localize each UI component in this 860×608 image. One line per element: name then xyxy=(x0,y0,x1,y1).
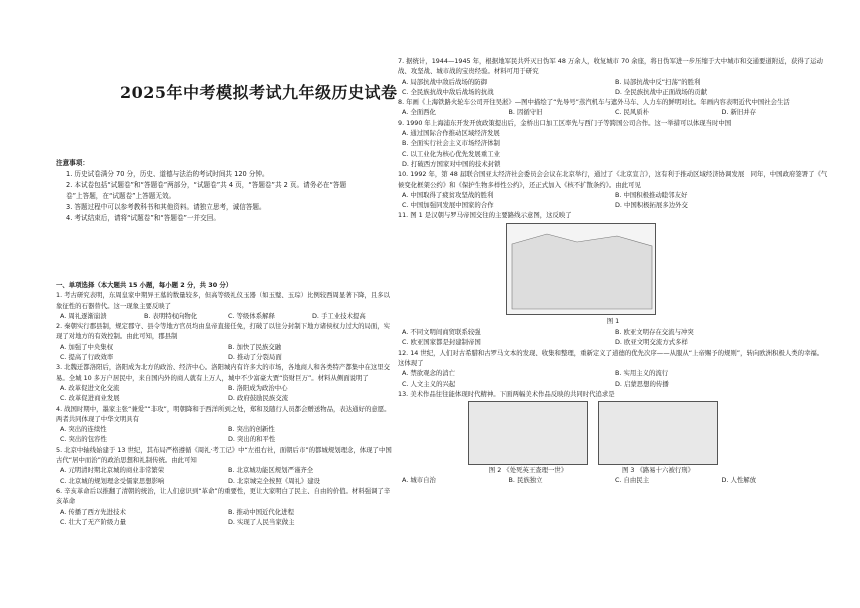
question-stem: 4. 战国时期中，墨家主张“兼爱”“非攻”，明朝降和于西洋所到之处，郑和及随行人员都会赠送物品，表达通好的意愿。两者共同体现了中华文明具有 xyxy=(56,404,391,423)
answer-option: C. 提高了行政效率 xyxy=(60,353,114,362)
answer-option: C. 壮大了无产阶级力量 xyxy=(60,517,127,526)
answer-option: C. 北京城的规划理念受儒家思想影响 xyxy=(60,476,165,485)
answer-options xyxy=(402,327,828,348)
answer-option: A. 突出的连续性 xyxy=(60,425,107,434)
right-question-column xyxy=(398,56,828,486)
answer-option: A. 城市自治 xyxy=(402,476,436,485)
answer-option: C. 自由民主 xyxy=(615,476,650,485)
answer-option: D. 政府鼓励民族交流 xyxy=(228,394,289,403)
answer-option: D. 推动了分裂局面 xyxy=(228,353,282,362)
notice-item: 3. 答题过程中可以参考教科书和其他资料。请独立思考，诚信答题。 xyxy=(66,203,266,211)
answer-option: A. 局部抗战中敌后战场的防御 xyxy=(402,77,488,86)
answer-option: D. 人性解放 xyxy=(721,476,757,485)
answer-option: A. 改革促进文化交流 xyxy=(60,383,120,392)
question xyxy=(56,321,396,362)
answer-options xyxy=(402,368,828,389)
answer-option: B. 欧亚文明存在交流与冲突 xyxy=(615,328,694,337)
artwork-image xyxy=(468,401,588,465)
question-stem: 9. 1990 年上海浦东开发开放政策提出后，金桥出口加工区率先与西门子等跨国公司合作。这一举措可以体现当时中国 xyxy=(398,118,732,127)
figure-captions xyxy=(468,465,828,475)
question xyxy=(56,362,396,403)
answer-option: B. 民族独立 xyxy=(508,476,543,485)
answer-option: B. 突出的创新性 xyxy=(228,425,275,434)
answer-option: C. 中国加强同发展中国家的合作 xyxy=(402,201,494,210)
answer-option: A. 传播了西方先进技术 xyxy=(60,507,126,516)
answer-option: C. 欧亚国家都是封建制帝国 xyxy=(402,338,481,347)
route-map-drawing xyxy=(507,224,655,314)
question xyxy=(56,290,396,321)
answer-option: C. 改革促进商业发展 xyxy=(60,394,120,403)
answer-options xyxy=(60,507,396,528)
question-stem: 10. 1992 年，第 48 届联合国亚太经济社会委员会会议在北京举行，通过了《北京宣言》，这有利于推动区域经济协调发展 同年，中国政府签署了《气候变化框架公约》和《保护生物多样性公约》，还正式加入《核不扩散条约》。由此可见 xyxy=(398,170,828,189)
answer-option: D. 实现了人民当家做主 xyxy=(228,517,295,526)
answer-option: D. 新旧并存 xyxy=(721,108,757,117)
notice-block xyxy=(56,158,396,224)
answer-options xyxy=(402,77,828,98)
question xyxy=(56,486,396,527)
question-stem: 13. 美术作品往往能体现时代精神。下面两幅美术作品反映的共同时代追求是 xyxy=(398,389,615,398)
answer-options xyxy=(60,424,396,445)
answer-option: A. 元明清时期北京城的商业非常繁荣 xyxy=(60,466,165,475)
section-heading: 一、单项选择（本大题共 15 小题，每小题 2 分，共 30 分） xyxy=(56,281,233,289)
answer-option: D. 手工业技术提高 xyxy=(312,311,366,320)
answer-option: C. 民风质朴 xyxy=(615,108,650,117)
exam-title: 2025年中考模拟考试九年级历史试卷 xyxy=(120,83,398,102)
question xyxy=(56,445,396,486)
figure-caption: 图 2 《处死英王查理一世》 xyxy=(488,466,568,475)
answer-option: D. 全民族抗战中正面战场的贡献 xyxy=(615,87,708,96)
answer-option: B. 表明特权向物化 xyxy=(144,311,198,320)
answer-option: C. 人文主义的兴起 xyxy=(402,379,456,388)
answer-option: D. 启蒙思想的传播 xyxy=(615,379,669,388)
answer-option: D. 北京城完全按照《周礼》建设 xyxy=(228,476,321,485)
notice-item: 1. 历史试卷满分 70 分，历史、道德与法治的考试时间共 120 分钟。 xyxy=(66,170,269,178)
answer-option: D. 中国积极拓展多边外交 xyxy=(615,201,688,210)
answer-option: B. 实用主义的流行 xyxy=(615,369,669,378)
answer-option: B. 因循守旧 xyxy=(508,108,543,117)
answer-options xyxy=(60,465,396,486)
answer-option: D. 突出的和平性 xyxy=(228,435,276,444)
figure-caption: 图 3 《路易十六被行刑》 xyxy=(621,466,695,475)
question-stem: 12. 14 世纪，人们对古希腊和古罗马文本的发现、收集和整理，重新定义了道德的优先次序——从服从“上帝赐予的规则”，转向欧洲积极人类的幸福。这体现了 xyxy=(398,348,824,367)
question-stem: 3. 北魏迁都洛阳后，洛阳成为北方的政治、经济中心。洛阳城内有许多大的市场，各地商人和各类特产都集中在这里交易。全城 10 多万户居民中，来自国内外的商人就有上万人，城中不少富豪大贾“资财巨万”。材料从侧面说明了 xyxy=(56,363,391,382)
answer-option: A. 加强了中央集权 xyxy=(60,342,114,351)
answer-options xyxy=(60,383,396,404)
question-stem: 2. 秦朝实行郡县制，规定郡守、县令等地方官员均由皇帝直接任免，打破了以往分封制下地方诸侯权力过大的局面，实现了对地方的有效控制。由此可知，郡县制 xyxy=(56,322,391,341)
answer-option: A. 周礼逐渐崩溃 xyxy=(60,311,107,320)
question-stem: 5. 北京中轴线始建于 13 世纪，其布局严格遵循《周礼·考工记》中“左祖右社，面朝后市”的都城规划理念，体现了中国古代“居中而治”的政治思想和礼制传统。由此可知 xyxy=(56,445,392,465)
answer-option: A. 全面西化 xyxy=(402,108,436,117)
answer-options xyxy=(60,342,396,363)
question xyxy=(398,348,828,389)
answer-options xyxy=(402,190,828,211)
notice-item: 4. 考试结束后，请将“试题卷”和“答题卷”一并交回。 xyxy=(66,214,220,222)
notice-item: 2. 本试卷包括“试题卷”和“答题卷”两部分，“试题卷”共 4 页，“答题卷”共 2 页。请务必在“答题 xyxy=(66,181,347,189)
question xyxy=(398,169,828,210)
question-stem: 11. 图 1 是汉朝与罗马帝国交往的主要路线示意图，这反映了 xyxy=(398,211,572,220)
question-stem: 8. 年画《上海铁路火轮车公司开往吴淞》—图中描绘了“先导号”蒸汽机车与遮外马车、人力车的鲜明对比。年画内容表明近代中国社会生活 xyxy=(398,98,790,107)
route-map-figure xyxy=(506,223,656,315)
answer-option: A. 中国取得了疲贫攻坚战的胜利 xyxy=(402,190,494,199)
answer-options xyxy=(402,107,828,117)
answer-option: B. 局部抗战中反“扫荡”的胜利 xyxy=(615,77,701,86)
artwork-figures xyxy=(468,401,828,465)
answer-option: B. 北京城功能区规划严谨齐全 xyxy=(228,466,314,475)
answer-option: C. 突出的包容性 xyxy=(60,435,107,444)
question xyxy=(398,97,828,118)
answer-option: D. 打破西方国家对中国的技术封锁 xyxy=(402,159,501,168)
notice-item: 卷”上答题，在“试题卷”上答题无效。 xyxy=(66,192,176,200)
artwork-image xyxy=(598,401,718,465)
answer-option: A. 禁欲观念的消亡 xyxy=(402,369,456,378)
left-question-column xyxy=(56,280,396,527)
answer-options xyxy=(398,128,828,169)
question xyxy=(398,210,828,347)
answer-options xyxy=(60,311,396,321)
answer-option: B. 推动中国近代化进程 xyxy=(228,507,294,516)
question-stem: 6. 辛亥革命后以推翻了清朝的统治，让人们意识到“革命”的重要性，更让大家明白了民主、自由的价值。材料强调了辛亥革命 xyxy=(56,486,391,506)
answer-option: B. 洛阳成为政治中心 xyxy=(228,383,288,392)
answer-option: B. 中国积极推动睦邻友好 xyxy=(615,190,688,199)
answer-option: A. 通过国际合作推动区域经济发展 xyxy=(402,129,500,138)
question xyxy=(56,404,396,445)
answer-option: A. 不同文明间商贸联系较强 xyxy=(402,328,481,337)
question-stem: 1. 考古研究表明，东周皇家中期异王墓的数量较多，但高等级礼仪玉器（如玉璧、玉琮）比例较西周显著下降，且多以象征性的石器替代。这一现象主要反映了 xyxy=(56,291,391,310)
answer-option: C. 全民族抗战中敌后战场的抗战 xyxy=(402,87,494,96)
question xyxy=(398,118,828,169)
answer-options xyxy=(402,475,828,485)
question xyxy=(398,56,828,97)
question-stem: 7. 据统计，1944—1945 年，根据地军民共歼灭日伪军 48 万余人，收复城市 70 余座，将日伪军进一步压缩于大中城市和交通要道附近，获得了运动战、攻坚战、城市战的宝贵经验。材料可用于研究 xyxy=(398,57,823,76)
answer-option: D. 欧亚文明交流方式多样 xyxy=(615,338,688,347)
answer-option: C. 等级体系解释 xyxy=(228,311,275,320)
question xyxy=(398,389,828,486)
notice-heading: 注意事项： xyxy=(56,159,89,167)
figure-caption: 图 1 xyxy=(606,316,620,325)
answer-option: B. 加快了民族交融 xyxy=(228,342,282,351)
answer-option: B. 全面实行社会主义市场经济体制 xyxy=(402,139,500,148)
answer-option: C. 以工业化为核心优先发展重工业 xyxy=(402,149,500,158)
